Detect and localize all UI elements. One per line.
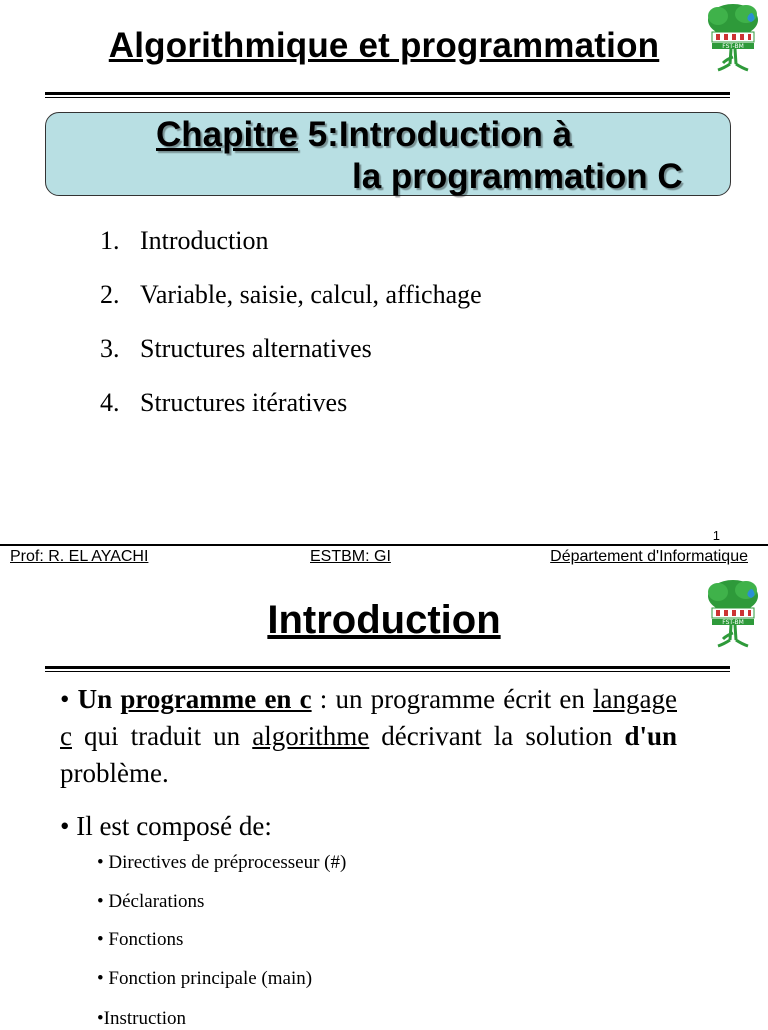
chapter-number-topic: 5:Introduction à [297, 115, 573, 154]
term-langage-c: langage c [60, 684, 677, 751]
bullet: • [97, 890, 104, 912]
footer-school: ESTBM: GI [310, 548, 391, 565]
term-programme-en-c: programme en c [120, 684, 312, 714]
toc-label: Introduction [140, 226, 269, 255]
bullet: • [60, 684, 70, 714]
instruction-label: Instruction [103, 1008, 186, 1029]
chapter-banner [45, 112, 731, 196]
bullet: • [97, 852, 104, 873]
slide-title: Algorithmique et programmation [108, 26, 660, 65]
term-dun: d'un [624, 721, 677, 751]
list-item-label: Fonction principale (main) [108, 967, 313, 989]
toc-number: 4. [100, 388, 120, 417]
toc-item [100, 226, 482, 280]
list-item-label: Déclarations [108, 890, 205, 912]
composition-heading [60, 808, 677, 845]
bullet: • [97, 967, 104, 989]
component-list [97, 852, 346, 1006]
list-item [97, 929, 346, 968]
toc-number: 3. [100, 334, 120, 363]
bullet: • [97, 929, 104, 950]
definition-text: : un programme écrit en [311, 684, 594, 714]
composition-text: Il est composé de: [76, 811, 272, 841]
toc-item [100, 280, 482, 334]
toc-item [100, 334, 482, 388]
logo-text: FST-BM [722, 43, 744, 50]
chapter-title-line-2: la programmation C [352, 157, 683, 196]
fst-bm-logo [704, 2, 762, 74]
footer-divider [0, 544, 768, 546]
toc-number: 1. [100, 226, 120, 255]
list-item-label: Directives de préprocesseur (#) [108, 852, 347, 873]
list-item [97, 891, 346, 930]
table-of-contents [100, 226, 482, 442]
instruction-item [97, 1008, 186, 1030]
bullet: • [97, 1008, 104, 1029]
list-item [97, 968, 346, 1007]
term-un: Un [77, 684, 113, 714]
list-item-label: Fonctions [108, 929, 184, 950]
slide-2 [0, 548, 768, 1029]
list-item [97, 852, 346, 891]
term-algorithme: algorithme [252, 721, 370, 751]
definition-text: problème. [60, 758, 169, 788]
page-number: 1 [712, 528, 720, 543]
definition-paragraph [60, 681, 677, 792]
toc-number: 2. [100, 280, 120, 309]
toc-label: Structures alternatives [140, 334, 372, 363]
tree-logo-icon [704, 578, 762, 650]
footer-department: Département d'Informatique [550, 548, 748, 565]
fst-bm-logo [704, 578, 762, 650]
chapter-word: Chapitre [156, 115, 298, 154]
title-divider [45, 92, 730, 98]
definition-text: qui traduit un [71, 721, 253, 751]
title-divider [45, 666, 730, 672]
tree-logo-icon [704, 2, 762, 74]
chapter-title-line-1 [156, 115, 572, 155]
footer-professor: Prof: R. EL AYACHI [10, 548, 149, 565]
logo-text: FST-BM [722, 619, 744, 626]
definition-text: décrivant la solution [369, 721, 625, 751]
toc-item [100, 388, 482, 442]
bullet: • [60, 811, 70, 841]
slide-title: Introduction [267, 598, 501, 642]
toc-label: Structures itératives [140, 388, 348, 417]
toc-label: Variable, saisie, calcul, affichage [140, 280, 482, 309]
